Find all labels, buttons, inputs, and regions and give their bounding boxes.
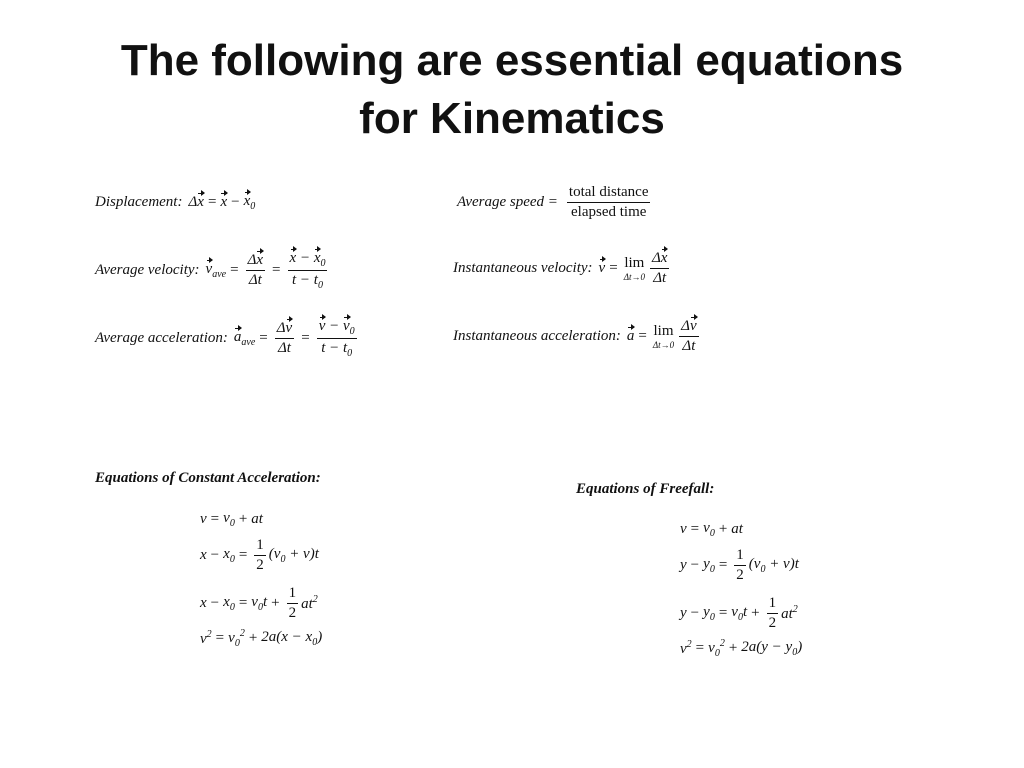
- average-speed-fraction: [567, 184, 651, 221]
- average-speed-equation: [457, 184, 653, 221]
- instantaneous-acceleration-label: Instantaneous acceleration:: [453, 328, 621, 344]
- constant-acceleration-heading: Equations of Constant Acceleration:: [95, 470, 321, 486]
- average-velocity-equation: Average velocity: $v_{ave}$ = $\frac{\Delta x}{\Delta t}$ = $\frac{x - x_0}{t - t_0}$: [95, 250, 326, 291]
- average-acceleration-equation: Average acceleration: $a_{ave}$ = $\frac{\Delta v}{\Delta t}$ = $\frac{v - v_0}{t - t_0}$: [95, 318, 355, 359]
- constant-accel-eq-2: x − $x_0$ = $\frac{1}{2}$ $(v_0 + v)t$: [200, 537, 319, 573]
- instantaneous-acceleration-equation: Instantaneous acceleration: a = lim Δt→0 $\frac{\Delta v}{\Delta t}$: [453, 318, 697, 354]
- displacement-equation: Displacement: Δx = x − $x_0$: [95, 193, 256, 212]
- displacement-label: Displacement:: [95, 194, 183, 210]
- freefall-heading: Equations of Freefall:: [576, 481, 715, 497]
- instantaneous-velocity-label: Instantaneous velocity:: [453, 260, 593, 276]
- constant-accel-eq-4: $v^2$ = $v_0^2$ + $2a(x - x_0)$: [200, 628, 323, 649]
- constant-accel-eq-1: v = $v_0$ + at: [200, 510, 263, 529]
- freefall-eq-2: y − $y_0$ = $\frac{1}{2}$ $(v_0 + v)t$: [680, 547, 799, 583]
- constant-accel-eq-3: x − $x_0$ = $v_0t$ + $\frac{1}{2}$ $at^2$: [200, 585, 318, 621]
- instantaneous-velocity-equation: Instantaneous velocity: v = lim Δt→0 $\frac{\Delta x}{\Delta t}$: [453, 250, 668, 286]
- average-acceleration-label: Average acceleration:: [95, 330, 228, 346]
- title-line-1: The following are essential equations: [120, 36, 904, 85]
- freefall-eq-3: y − $y_0$ = $v_0t$ + $\frac{1}{2}$ $at^2$: [680, 595, 798, 631]
- freefall-eq-4: $v^2$ = $v_0^2$ + $2a(y - y_0)$: [680, 638, 803, 659]
- average-speed-denominator: elapsed time: [571, 204, 647, 220]
- page-title: [0, 32, 1024, 148]
- average-velocity-label: Average velocity:: [95, 262, 200, 278]
- title-line-2: for Kinematics: [359, 94, 665, 143]
- freefall-eq-1: v = $v_0$ + at: [680, 520, 743, 539]
- average-speed-numerator: total distance: [567, 184, 651, 203]
- average-speed-label: Average speed =: [457, 194, 558, 210]
